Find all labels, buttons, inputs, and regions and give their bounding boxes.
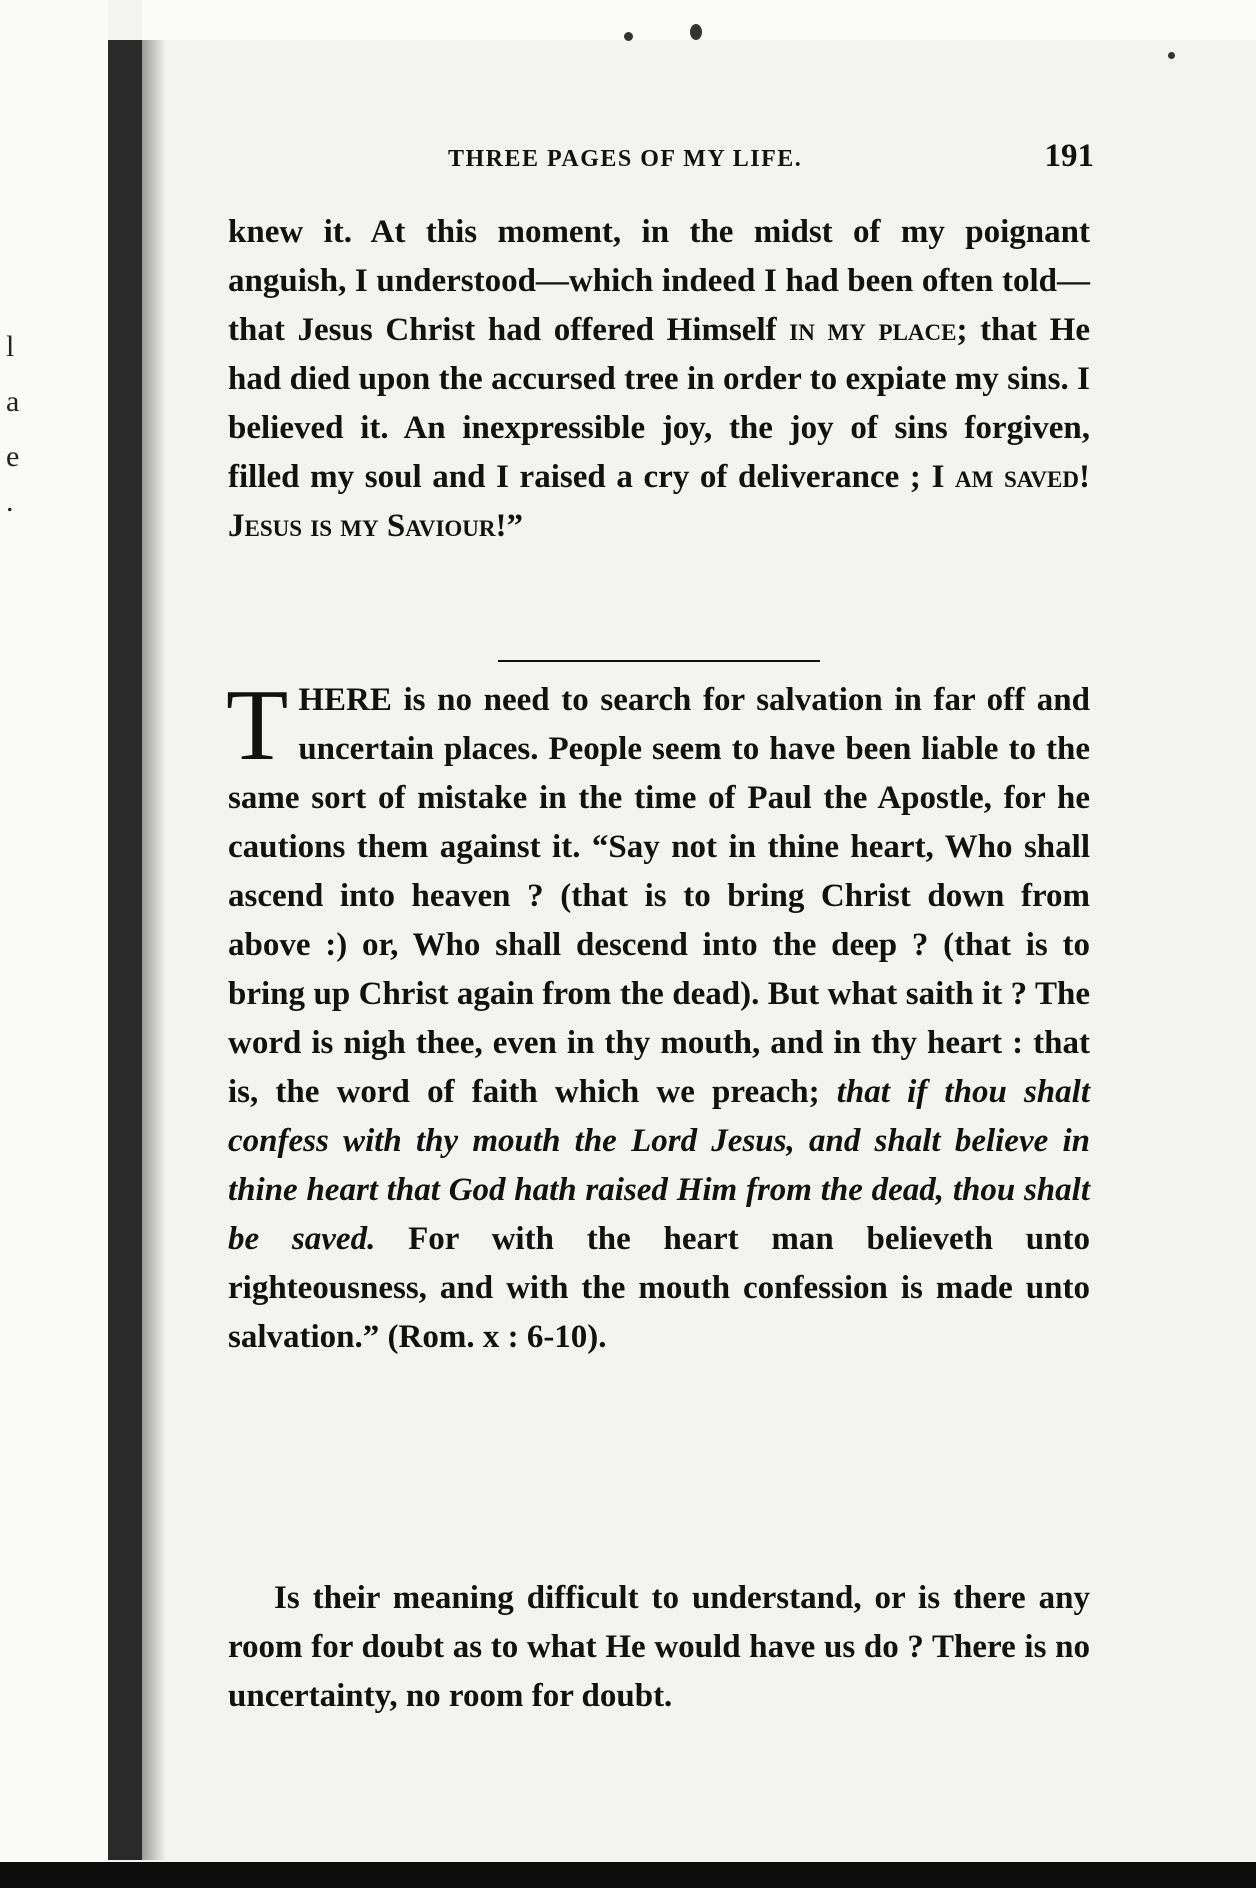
quotation-text: ! (1079, 459, 1090, 495)
page-number: 191 (1044, 138, 1094, 174)
quotation-text: ; that He had died upon the accursed tree in order to expiate my sins. I believed it. An inexpressible joy, the joy of sins forgiven, filled my soul and I raised a cry of deliverance ; (228, 312, 1090, 495)
facing-page-fragment: . (6, 485, 14, 518)
facing-page-edge (0, 0, 108, 1888)
facing-page-fragment: a (6, 385, 20, 418)
quotation-text: knew it. At this moment, in the midst of my poignant anguish, I understood—which indeed I had been often told—that Jesus Christ had offered Himself (228, 214, 1090, 348)
book-page (180, 0, 1140, 1860)
scan-bottom-border (0, 1862, 1256, 1888)
paragraph-text: is no need to search for salvation in far off and uncertain places. People seem to have been liable to the same sort of mistake in the time of Paul the Apostle, for he cautions them against it. “Say not in thine heart, Who shall ascend into heaven ? (that is to bring Christ down from above :) or, Who shall descend into the deep ? (that is to bring up Christ again from the dead). But what saith it ? The word is nigh thee, even in thy mouth, and in thy heart : that is, the word of faith which we preach; (228, 682, 1090, 1110)
italic-scripture: that if thou shalt confess with thy mouth the Lord Jesus, and shalt believe in thine heart that God hath raised Him from the dead, thou shalt be saved. (228, 1074, 1090, 1257)
quotation-paragraph (228, 208, 1090, 551)
facing-page-fragment: e (6, 440, 20, 473)
scan-speck (1168, 52, 1175, 59)
running-head (180, 140, 1140, 180)
quotation-text: !” (495, 508, 524, 544)
running-title: THREE PAGES OF MY LIFE. (448, 146, 803, 172)
paragraph-lead-word: HERE (298, 682, 392, 718)
gutter-shadow (142, 40, 166, 1860)
final-paragraph: Is their meaning difficult to understand, or is there any room for doubt as to what He would have us do ? There is no uncertainty, no room for doubt. (228, 1580, 1090, 1714)
facing-page-fragment: l (6, 330, 15, 363)
smallcaps-phrase: I am saved (931, 459, 1079, 495)
smallcaps-phrase: in my place (789, 312, 957, 348)
book-gutter (108, 40, 142, 1860)
smallcaps-phrase: Jesus is my Saviour (228, 508, 496, 544)
paragraph-text: For with the heart man believeth unto righteousness, and with the mouth confession is made unto salvation.” (Rom. x : 6-10). (228, 1221, 1090, 1355)
section-divider (498, 660, 820, 662)
main-paragraph (226, 669, 1090, 1362)
drop-cap: T (226, 669, 289, 782)
